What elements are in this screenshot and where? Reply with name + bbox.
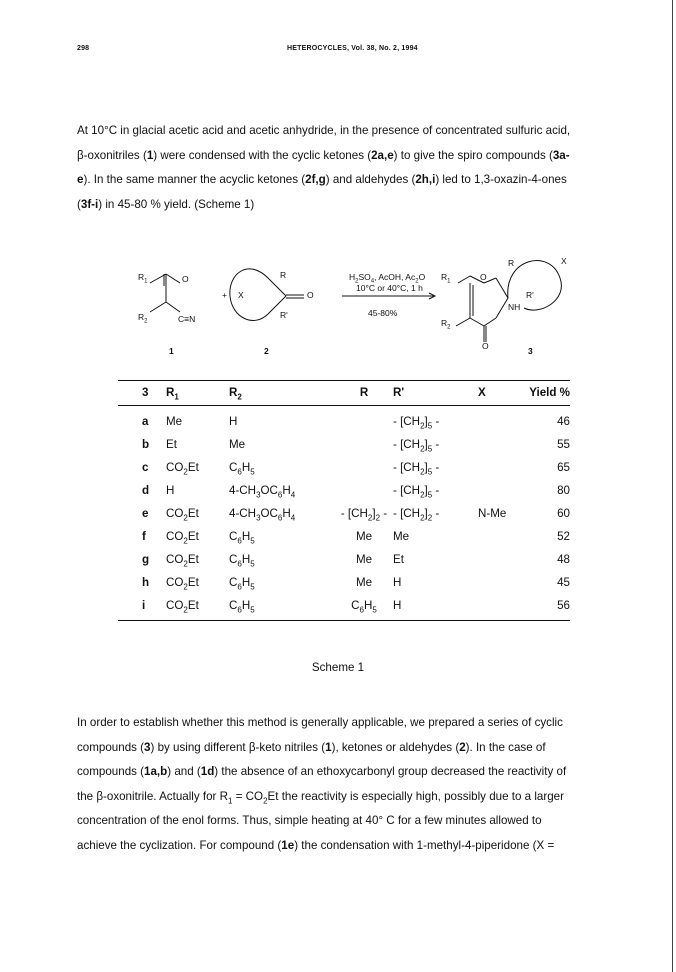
cell-r-prime: Et bbox=[393, 553, 404, 566]
atom-r: R bbox=[280, 270, 287, 280]
cell-compound: h bbox=[142, 576, 150, 589]
text-line: achieve the cyclization. For compound (1e) the condensation with 1-methyl-4-piperidone (X = bbox=[77, 838, 555, 852]
reagents-line-2: 10°C or 40°C, 1 h bbox=[356, 283, 423, 293]
page-number: 298 bbox=[77, 45, 90, 52]
table-row bbox=[118, 456, 570, 479]
cell-yield: 55 bbox=[557, 438, 570, 451]
header-r: R bbox=[359, 386, 369, 399]
paragraph-discussion bbox=[77, 711, 595, 858]
cell-r2: $C_6H_5$ bbox=[229, 530, 255, 546]
cell-yield: 60 bbox=[557, 507, 570, 520]
cell-yield: 80 bbox=[557, 484, 570, 497]
product-carbonyl-o: O bbox=[482, 341, 489, 351]
table-body bbox=[118, 406, 570, 617]
cell-r1: $CO_2Et$ bbox=[166, 599, 199, 615]
cell-yield: 46 bbox=[557, 415, 570, 428]
cell-r-prime: - $[CH_2]_5$ - bbox=[393, 484, 440, 500]
table-row bbox=[118, 410, 570, 433]
cell-r1: Me bbox=[166, 415, 183, 428]
cell-yield: 52 bbox=[557, 530, 570, 543]
cell-yield: 48 bbox=[557, 553, 570, 566]
cell-compound: g bbox=[142, 553, 150, 566]
cell-r1: $CO_2Et$ bbox=[166, 507, 199, 523]
table-row bbox=[118, 479, 570, 502]
cell-r-prime: - $[CH_2]_5$ - bbox=[393, 415, 440, 431]
results-table bbox=[118, 380, 570, 621]
cell-r: Me bbox=[355, 553, 373, 566]
cell-compound: b bbox=[142, 438, 150, 451]
cell-yield: 45 bbox=[557, 576, 570, 589]
cell-r: Me bbox=[355, 576, 373, 589]
text-line: concentration of the enol forms. Thus, simple heating at 40° C for a few minutes allowed to bbox=[77, 814, 542, 827]
text-line: (3f-i) in 45-80 % yield. (Scheme 1) bbox=[77, 197, 255, 211]
cell-compound: c bbox=[142, 461, 149, 474]
table-row bbox=[118, 525, 570, 548]
compound-label-3: 3 bbox=[528, 346, 533, 356]
cell-compound: a bbox=[142, 415, 149, 428]
cell-r-prime: - $[CH_2]_2$ - bbox=[393, 507, 440, 523]
cell-r: Me bbox=[355, 530, 373, 543]
text-line: e). In the same manner the acyclic ketones (2f,g) and aldehydes (2h,i) led to 1,3-oxazin-4-ones bbox=[77, 173, 567, 186]
table-bottom-rule bbox=[118, 620, 570, 621]
cell-x: N-Me bbox=[478, 507, 507, 520]
cell-compound: d bbox=[142, 484, 150, 497]
reaction-yield: 45-80% bbox=[368, 308, 398, 318]
cell-r-prime: H bbox=[393, 599, 402, 612]
cell-r2: $4-CH_3OC_6H_4$ bbox=[229, 484, 296, 500]
cell-compound: i bbox=[142, 599, 146, 612]
table-row bbox=[118, 502, 570, 525]
table-row bbox=[118, 571, 570, 594]
compound-label-1: 1 bbox=[169, 346, 174, 356]
header-r-prime: R' bbox=[393, 386, 405, 399]
reaction-scheme bbox=[120, 238, 580, 373]
cell-r2: Me bbox=[229, 438, 246, 451]
product-r1: $R_1$ bbox=[441, 272, 451, 285]
compound-label-2: 2 bbox=[264, 346, 269, 356]
cell-compound: f bbox=[142, 530, 146, 543]
atom-r1: $R_1$ bbox=[138, 272, 148, 285]
cell-r1: $CO_2Et$ bbox=[166, 553, 199, 569]
paragraph-intro bbox=[77, 119, 595, 217]
cell-r2: $C_6H_5$ bbox=[229, 553, 255, 569]
header-x: X bbox=[478, 386, 486, 399]
cell-r1: $CO_2Et$ bbox=[166, 576, 199, 592]
cell-r-prime: - $[CH_2]_5$ - bbox=[393, 461, 440, 477]
atom-r2: $R_2$ bbox=[138, 312, 148, 325]
cell-r1: H bbox=[166, 484, 175, 497]
text-line: compounds (1a,b) and (1d) the absence of an ethoxycarbonyl group decreased the reactivity of bbox=[77, 765, 567, 778]
scheme-caption: Scheme 1 bbox=[311, 661, 365, 674]
cell-r: - $[CH_2]_2$ - bbox=[340, 507, 388, 523]
reagents-line-1: $H_2SO_4$, AcOH, $Ac_2O$ bbox=[349, 272, 426, 285]
atom-o-2: O bbox=[307, 290, 314, 300]
cell-r: $C_6H_5$ bbox=[351, 599, 377, 615]
header-yield: Yield % bbox=[529, 386, 570, 399]
cell-r2: $4-CH_3OC_6H_4$ bbox=[229, 507, 296, 523]
table-row bbox=[118, 594, 570, 617]
product-r-prime: R' bbox=[526, 290, 534, 300]
atom-cn: C≡N bbox=[178, 314, 196, 324]
cell-r-prime: Me bbox=[393, 530, 410, 543]
atom-r-prime: R' bbox=[280, 310, 288, 320]
table-row bbox=[118, 548, 570, 571]
atom-o: O bbox=[182, 274, 189, 284]
cell-yield: 65 bbox=[557, 461, 570, 474]
table-header-row bbox=[118, 381, 570, 403]
cell-r2: H bbox=[229, 415, 238, 428]
atom-x: X bbox=[238, 290, 244, 300]
cell-r-prime: - $[CH_2]_5$ - bbox=[393, 438, 440, 454]
cell-r2: $C_6H_5$ bbox=[229, 576, 255, 592]
product-o: O bbox=[480, 272, 487, 282]
table-row bbox=[118, 433, 570, 456]
cell-compound: e bbox=[142, 507, 149, 520]
plus-sign: + bbox=[222, 290, 227, 300]
product-nh: NH bbox=[508, 302, 521, 312]
page-edge-rule bbox=[672, 0, 673, 972]
header-r2: $R_2$ bbox=[229, 386, 242, 402]
header-compound: 3 bbox=[142, 386, 149, 399]
text-line: At 10°C in glacial acetic acid and acetic anhydride, in the presence of concentrated sulfuric acid, bbox=[77, 124, 571, 137]
header-r1: $R_1$ bbox=[166, 386, 179, 402]
journal-citation: HETEROCYCLES, Vol. 38, No. 2, 1994 bbox=[287, 45, 418, 52]
cell-r1: $CO_2Et$ bbox=[166, 530, 199, 546]
cell-r-prime: H bbox=[393, 576, 402, 589]
cell-r1: $CO_2Et$ bbox=[166, 461, 199, 477]
product-x: X bbox=[561, 256, 567, 266]
cell-r2: $C_6H_5$ bbox=[229, 599, 255, 615]
text-line: the β-oxonitrile. Actually for $R_1 = CO_2Et$ the reactivity is especially high, possibly due to a larger bbox=[77, 789, 564, 805]
text-line: compounds (3) by using different β-keto nitriles (1), ketones or aldehydes (2). In the case of bbox=[77, 740, 546, 754]
text-line: In order to establish whether this method is generally applicable, we prepared a series of cyclic bbox=[77, 716, 563, 729]
cell-r1: Et bbox=[166, 438, 177, 451]
product-r2: $R_2$ bbox=[441, 318, 451, 331]
product-r: R bbox=[508, 258, 515, 268]
cell-yield: 56 bbox=[557, 599, 570, 612]
cell-r2: $C_6H_5$ bbox=[229, 461, 255, 477]
text-line: β-oxonitriles (1) were condensed with the cyclic ketones (2a,e) to give the spiro compounds (3a- bbox=[77, 148, 570, 162]
